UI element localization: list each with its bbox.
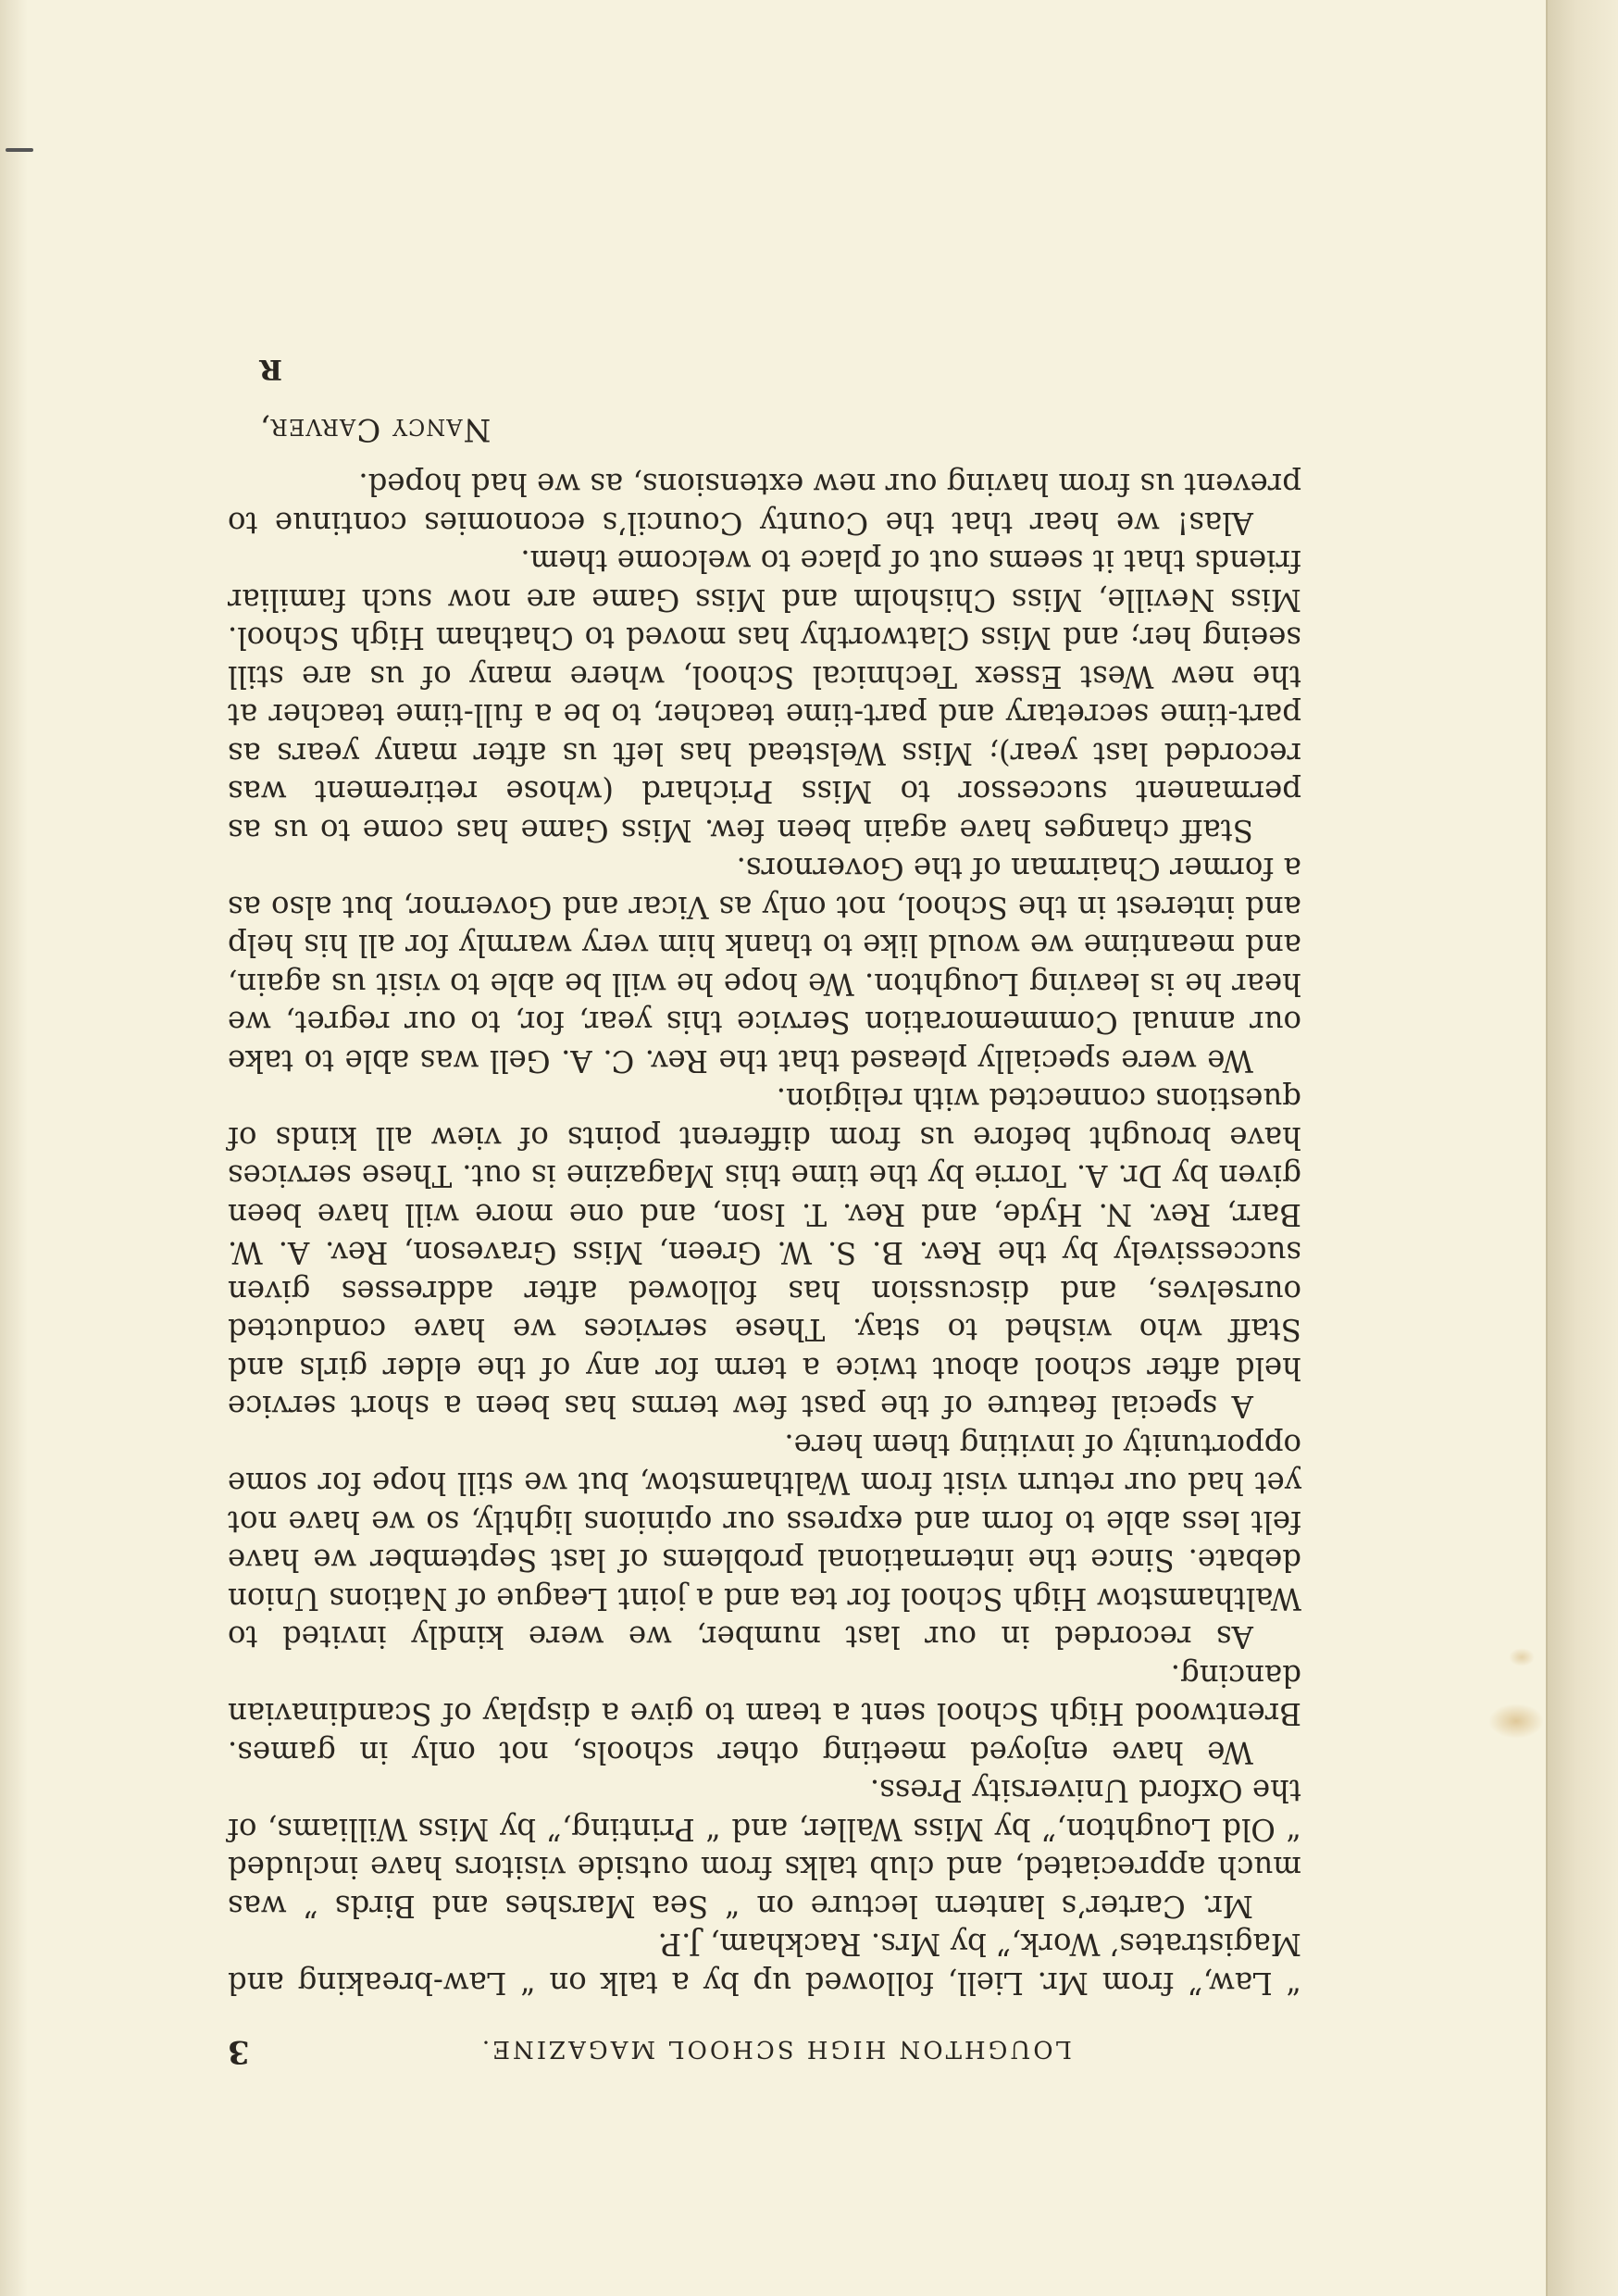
paragraph: Mr. Carter’s lantern lecture on “ Sea Marshes and Birds ” was much appreciated, and club talks from outside visitors have included “ Old Loughton,” by Miss Waller, and “ Printing,” by Miss Williams, of the Oxford University Press. bbox=[228, 1773, 1301, 1924]
footer-initial: R bbox=[259, 353, 282, 385]
text-block bbox=[228, 181, 1301, 2070]
page-left-shadow bbox=[0, 0, 28, 2296]
paragraph: Staff changes have again been few. Miss Game has come to us as permanent successor to Miss Prichard (whose retirement was recorded last year); Miss Welstead has left us after many years as part-time secretary and part-time teacher, to be a full-time teacher at the new West Essex Technical School, where many of us are still seeing her; and Miss Clatworthy has moved to Chatham High School. Miss Neville, Miss Chisholm and Miss Game are now such familiar friends that it seems out of place to welcome them. bbox=[228, 543, 1301, 848]
paragraph: A special feature of the past few terms has been a short service held after school about twice a term for any of the elder girls and Staff who wished to stay. These services we have conducted ourselves, and discussion has followed after addresses given successively by the Rev. B. S. W. Green, Miss Graveson, Rev. A. W. Barr, Rev. N. Hyde, and Rev. T. Ison, and one more will have been given by Dr. A. Torrie by the time this Magazine is out. These services have brought before us from different points of view all kinds of questions connected with religion. bbox=[228, 1081, 1301, 1425]
foxing-stain bbox=[1488, 1703, 1544, 1739]
page-right-edge bbox=[1546, 0, 1618, 2296]
foxing-stain-small bbox=[1509, 1648, 1535, 1666]
paragraph: “ Law,” from Mr. Liell, followed up by a talk on “ Law-breaking and Magistrates’ Work,” by Mrs. Rackham, J.P. bbox=[228, 1927, 1301, 2001]
magazine-title: LOUGHTON HIGH SCHOOL MAGAZINE. bbox=[479, 2035, 1072, 2063]
author-signature: Nancy Carver, bbox=[259, 411, 492, 448]
margin-mark bbox=[6, 148, 33, 152]
page-number: 3 bbox=[228, 2033, 250, 2070]
paragraph: As recorded in our last number, we were kindly invited to Walthamstow High School for tea and a joint League of Nations Union debate. Since the international problems of last September we have felt less able to form and express our opinions lightly, so we have not yet had our return visit from Walthamstow, but we still hope for some opportunity of inviting them here. bbox=[228, 1428, 1301, 1655]
paragraph: Alas! we hear that the County Council’s economies continue to prevent us from having our new extensions, as we had hoped. bbox=[228, 467, 1301, 541]
running-head bbox=[228, 2033, 1301, 2070]
paragraph: We were specially pleased that the Rev. C. A. Gell was able to take our annual Commemoration Service this year, for, to our regret, we hear he is leaving Loughton. We hope he will be able to visit us again, and meantime we would like to thank him very warmly for all his help and interest in the School, not only as Vicar and Governor, but also as a former Chairman of the Governors. bbox=[228, 851, 1301, 1079]
paragraph: We have enjoyed meeting other schools, not only in games. Brentwood High School sent a team to give a display of Scandinavian dancing. bbox=[228, 1658, 1301, 1770]
